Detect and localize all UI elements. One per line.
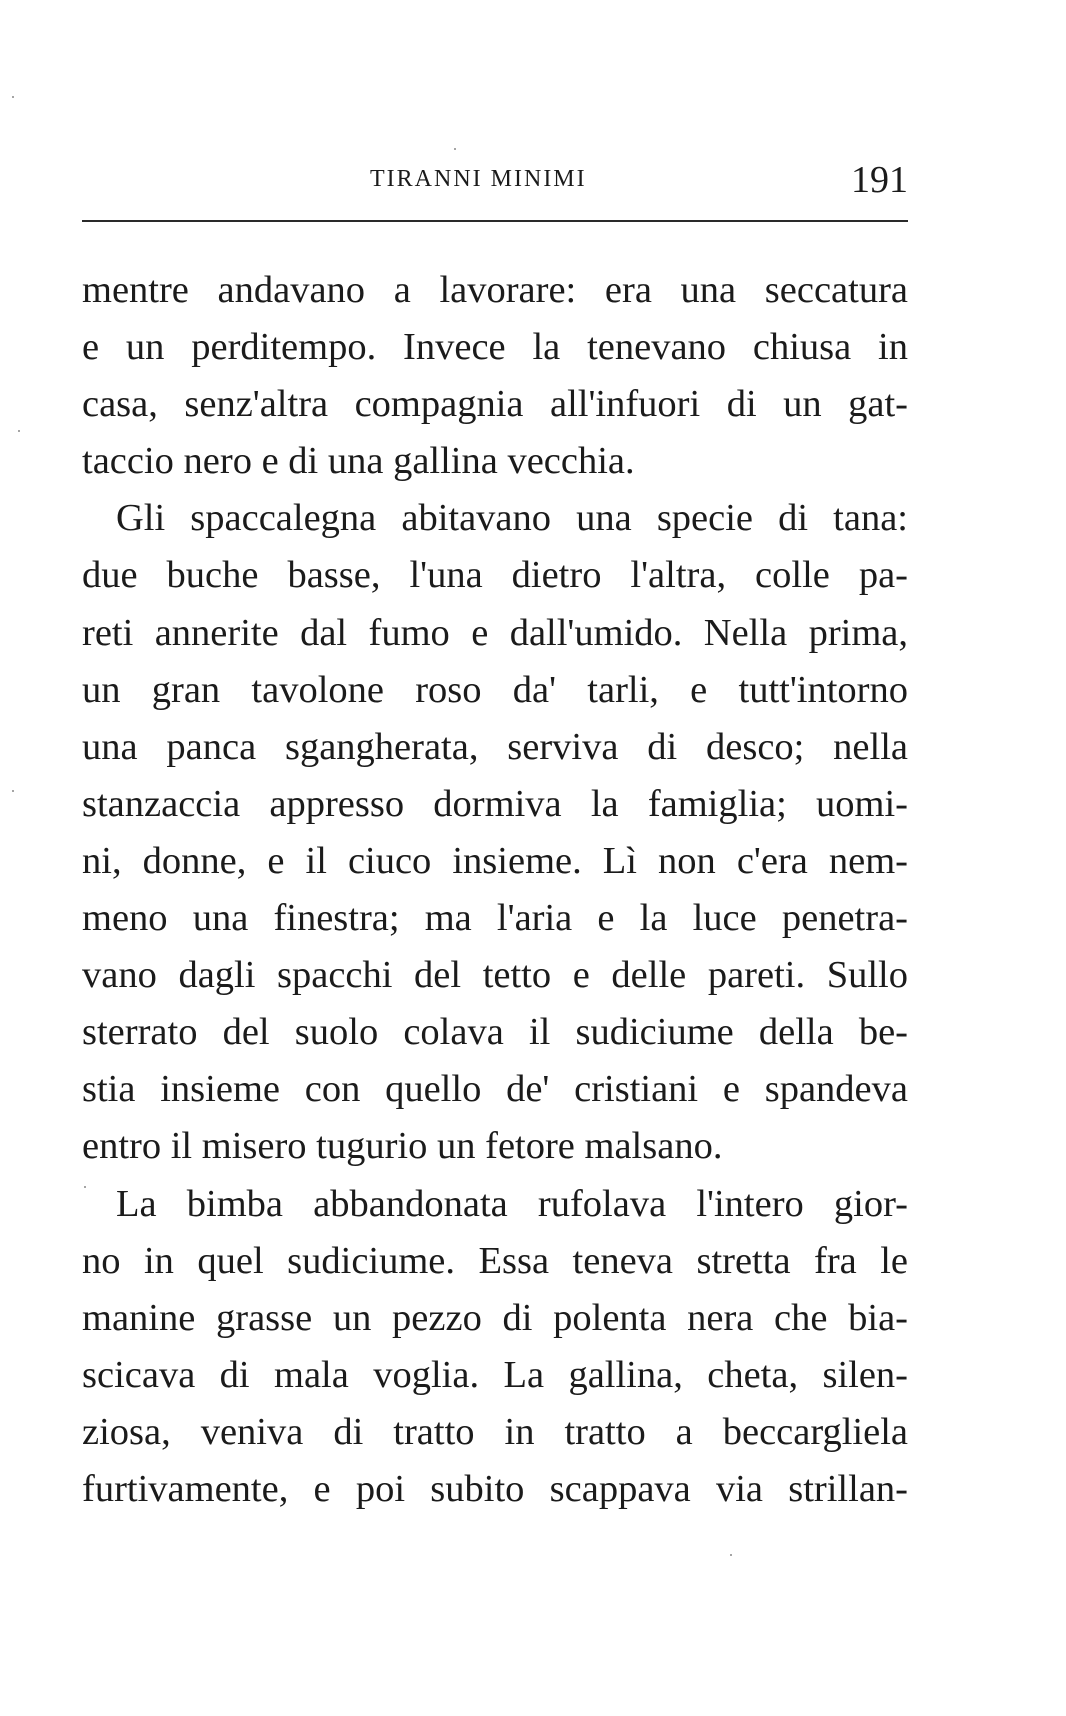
page-number: 191 xyxy=(851,159,908,201)
text-line: mentre andavano a lavorare: era una seccatura xyxy=(82,269,908,311)
scan-speck xyxy=(18,430,20,432)
scan-speck xyxy=(12,96,14,98)
text-line: taccio nero e di una gallina vecchia. xyxy=(82,440,635,483)
text-line: casa, senz'altra compagnia all'infuori di un gat- xyxy=(82,383,908,426)
running-header xyxy=(82,159,908,206)
text-line: meno una finestra; ma l'aria e la luce penetra- xyxy=(82,897,908,940)
text-line: vano dagli spacchi del tetto e delle pareti. Sullo xyxy=(82,954,908,997)
text-line: ziosa, veniva di tratto in tratto a beccargliela xyxy=(82,1410,908,1453)
text-line: una panca sgangherata, serviva di desco; nella xyxy=(82,725,908,768)
text-line: Gli spaccalegna abitavano una specie di tana: xyxy=(116,497,908,540)
text-line: furtivamente, e poi subito scappava via strillan- xyxy=(82,1467,908,1510)
text-line: e un perditempo. Invece la tenevano chiusa in xyxy=(82,326,908,369)
text-line: ni, donne, e il ciuco insieme. Lì non c'era nem- xyxy=(82,839,908,882)
text-line: manine grasse un pezzo di polenta nera che bia- xyxy=(82,1296,908,1339)
text-line: La bimba abbandonata rufolava l'intero gior- xyxy=(116,1182,908,1225)
header-rule xyxy=(82,220,908,222)
body-text xyxy=(82,262,908,1518)
text-line: reti annerite dal fumo e dall'umido. Nella prima, xyxy=(82,611,908,654)
text-line: due buche basse, l'una dietro l'altra, colle pa- xyxy=(82,554,908,597)
running-title: TIRANNI MINIMI xyxy=(370,166,587,192)
text-line: stanzaccia appresso dormiva la famiglia; uomi- xyxy=(82,782,908,825)
text-line: un gran tavolone roso da' tarli, e tutt'intorno xyxy=(82,668,908,711)
scan-speck xyxy=(730,1554,732,1556)
scan-speck xyxy=(454,148,456,150)
text-line: stia insieme con quello de' cristiani e spandeva xyxy=(82,1068,908,1111)
text-line: scicava di mala voglia. La gallina, cheta, silen- xyxy=(82,1353,908,1396)
scan-speck xyxy=(12,790,14,792)
text-line: entro il misero tugurio un fetore malsano. xyxy=(82,1125,723,1168)
scan-speck xyxy=(84,1186,86,1188)
text-line: sterrato del suolo colava il sudiciume della be- xyxy=(82,1011,908,1054)
text-line: no in quel sudiciume. Essa teneva stretta fra le xyxy=(82,1239,908,1282)
